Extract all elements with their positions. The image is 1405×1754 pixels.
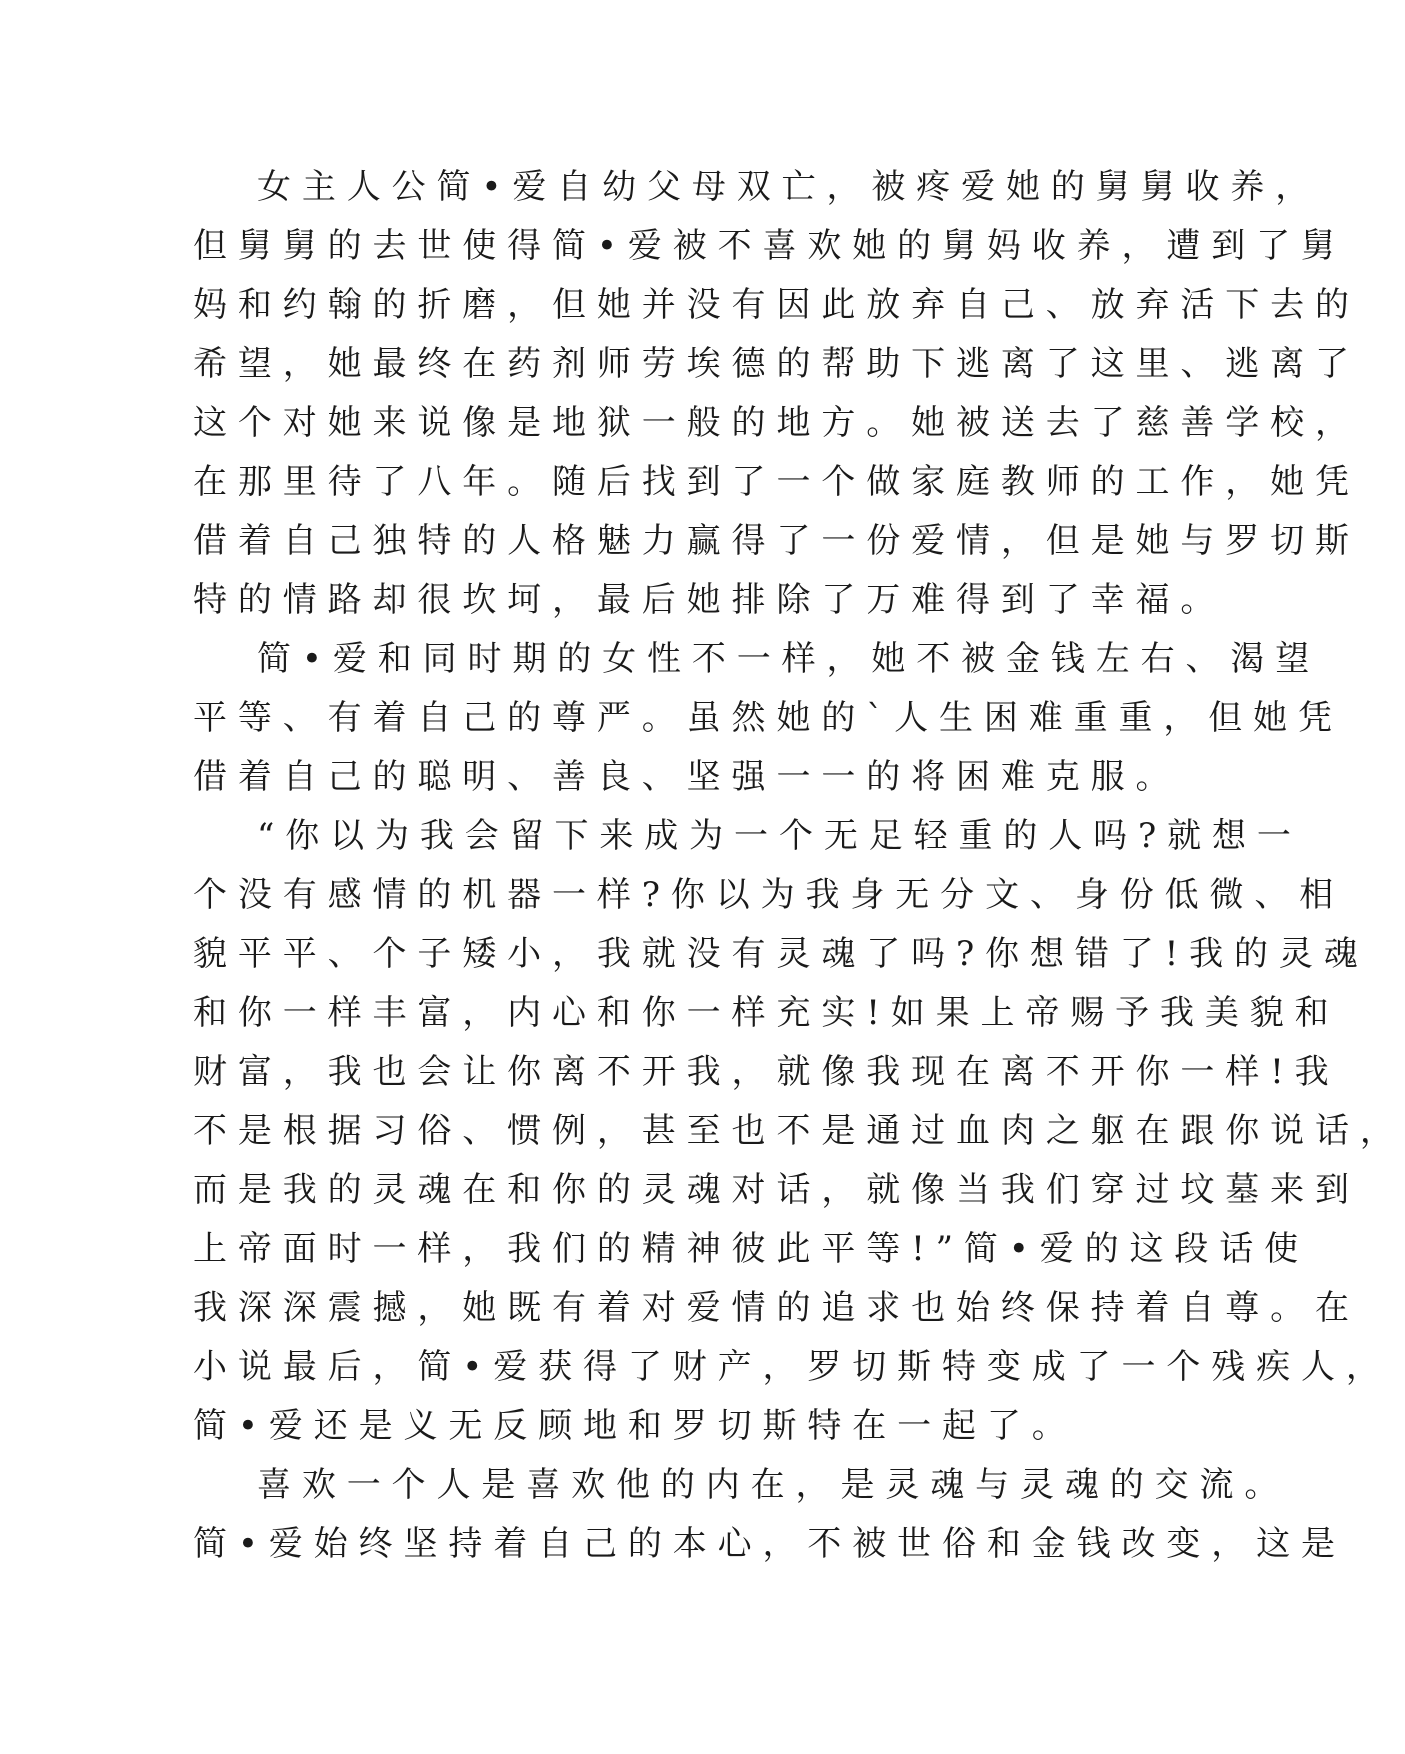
paragraph-1-line-7: 借着自己独特的人格魅力赢得了一份爱情，但是她与罗切斯	[193, 521, 1360, 561]
paragraph-1-line-2: 但舅舅的去世使得简•爱被不喜欢她的舅妈收养，遭到了舅	[193, 226, 1346, 266]
paragraph-1-line-8: 特的情路却很坎坷，最后她排除了万难得到了幸福。	[193, 580, 1226, 620]
paragraph-1-line-3: 妈和约翰的折磨，但她并没有因此放弃自己、放弃活下去的	[193, 285, 1360, 325]
paragraph-1-line-6: 在那里待了八年。随后找到了一个做家庭教师的工作，她凭	[193, 462, 1360, 502]
paragraph-3-line-2: 个没有感情的机器一样?你以为我身无分文、身份低微、相	[193, 875, 1345, 915]
paragraph-3-line-11: 简•爱还是义无反顾地和罗切斯特在一起了。	[193, 1406, 1077, 1446]
body-text	[193, 158, 1405, 1574]
paragraph-1-line-1: 女主人公简•爱自幼父母双亡，被疼爱她的舅舅收养，	[257, 167, 1321, 207]
paragraph-2-line-3: 借着自己的聪明、善良、坚强一一的将困难克服。	[193, 757, 1181, 797]
paragraph-3-line-1: “你以为我会留下来成为一个无足轻重的人吗?就想一	[257, 816, 1302, 856]
paragraph-3-line-9: 我深深震撼，她既有着对爱情的追求也始终保持着自尊。在	[193, 1288, 1360, 1328]
paragraph-2-line-2: 平等、有着自己的尊严。虽然她的`人生困难重重，但她凭	[193, 698, 1343, 738]
paragraph-3-line-8: 上帝面时一样，我们的精神彼此平等!”简•爱的这段话使	[193, 1229, 1309, 1269]
paragraph-3-line-4: 和你一样丰富，内心和你一样充实!如果上帝赐予我美貌和	[193, 993, 1340, 1033]
paragraph-2-line-1: 简•爱和同时期的女性不一样，她不被金钱左右、渴望	[257, 639, 1321, 679]
paragraph-3-line-7: 而是我的灵魂在和你的灵魂对话，就像当我们穿过坟墓来到	[193, 1170, 1360, 1210]
paragraph-1-line-4: 希望，她最终在药剂师劳埃德的帮助下逃离了这里、逃离了	[193, 344, 1360, 384]
paragraph-3-line-5: 财富，我也会让你离不开我，就像我现在离不开你一样!我	[193, 1052, 1340, 1092]
paragraph-3-line-3: 貌平平、个子矮小，我就没有灵魂了吗?你想错了!我的灵魂	[193, 934, 1369, 974]
paragraph-3-line-10: 小说最后，简•爱获得了财产，罗切斯特变成了一个残疾人，	[193, 1347, 1391, 1387]
paragraph-4-line-1: 喜欢一个人是喜欢他的内在，是灵魂与灵魂的交流。	[257, 1465, 1290, 1505]
paragraph-3-line-6: 不是根据习俗、惯例，甚至也不是通过血肉之躯在跟你说话，	[193, 1111, 1405, 1151]
paragraph-1-line-5: 这个对她来说像是地狱一般的地方。她被送去了慈善学校，	[193, 403, 1360, 443]
paragraph-4-line-2: 简•爱始终坚持着自己的本心，不被世俗和金钱改变，这是	[193, 1524, 1346, 1564]
